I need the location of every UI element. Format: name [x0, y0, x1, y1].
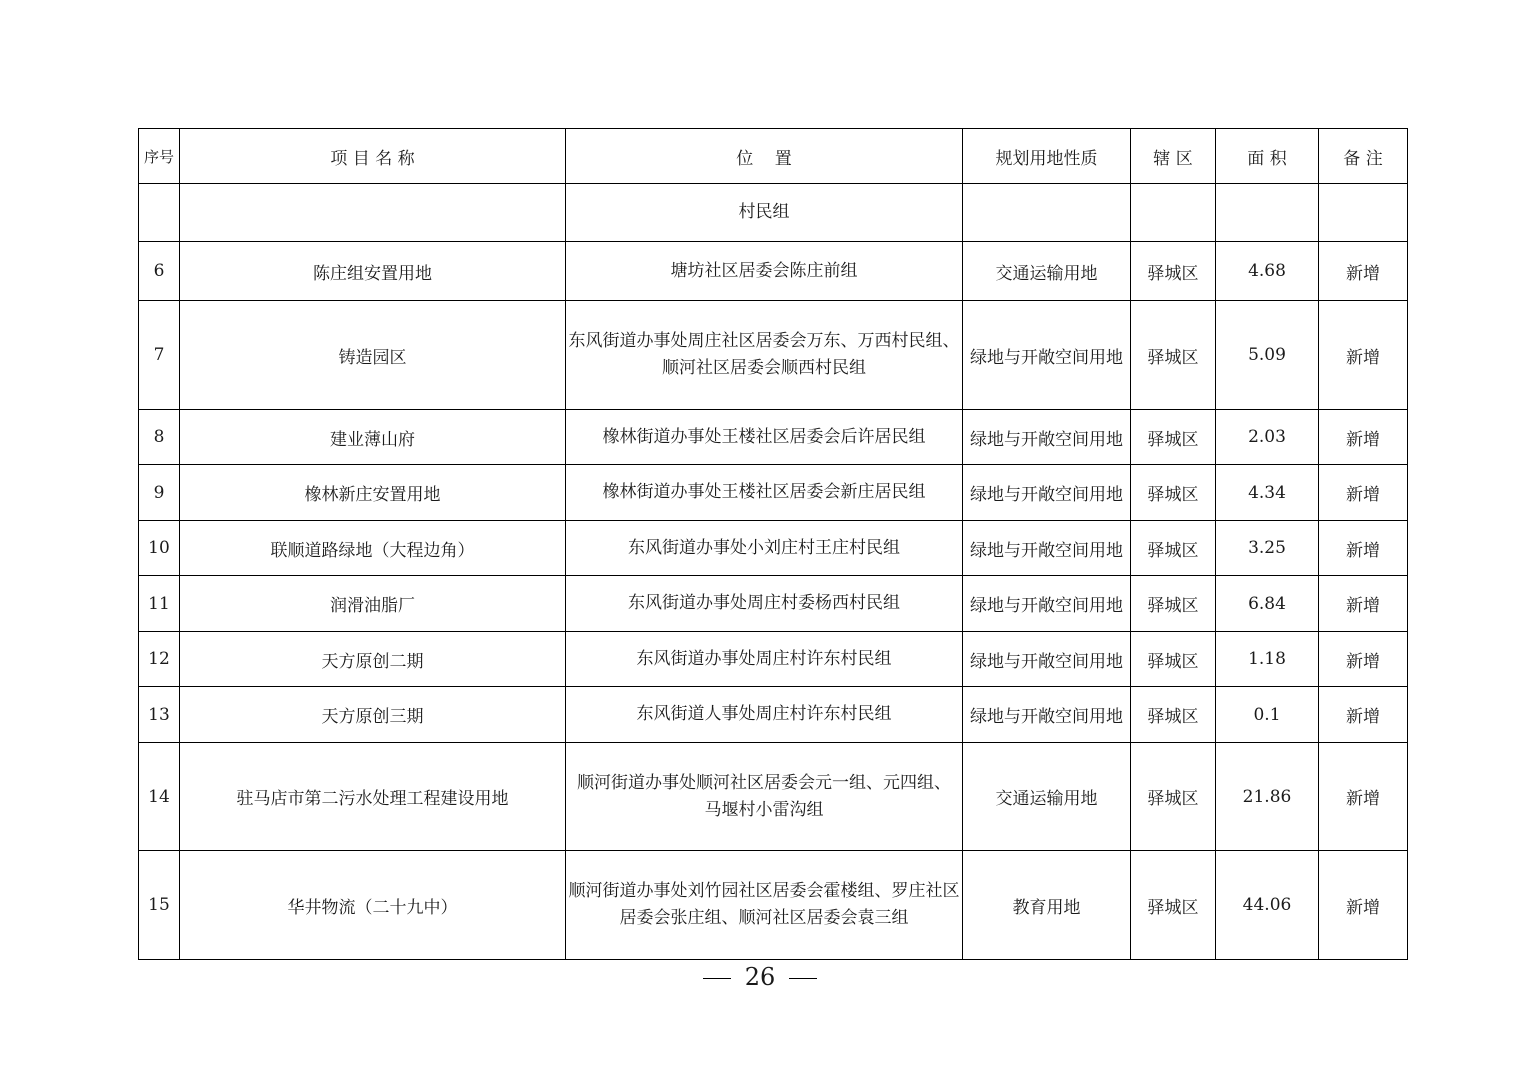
cell-location [566, 521, 963, 576]
cell-name: 联顺道路绿地（大程边角） [180, 521, 566, 576]
cell-name: 橡林新庄安置用地 [180, 465, 566, 521]
location-line: 顺河社区居委会顺西村民组 [662, 358, 866, 378]
cell-note: 新增 [1319, 632, 1408, 687]
table-row [139, 521, 1408, 576]
cell-district [1131, 184, 1216, 242]
cell-seq: 10 [139, 521, 180, 576]
cell-land-use: 交通运输用地 [963, 242, 1131, 301]
header-land-use: 规划用地性质 [963, 129, 1131, 184]
cell-name: 建业薄山府 [180, 410, 566, 465]
header-note: 备 注 [1319, 129, 1408, 184]
location-line: 村民组 [738, 202, 790, 222]
header-seq: 序号 [139, 129, 180, 184]
table-row [139, 743, 1408, 851]
location-line: 橡林街道办事处王楼社区居委会新庄居民组 [602, 482, 926, 502]
cell-area: 1.18 [1216, 632, 1319, 687]
cell-land-use: 交通运输用地 [963, 743, 1131, 851]
cell-location [566, 687, 963, 743]
cell-land-use: 绿地与开敞空间用地 [963, 632, 1131, 687]
cell-name: 天方原创三期 [180, 687, 566, 743]
location-line: 塘坊社区居委会陈庄前组 [670, 260, 858, 281]
cell-name: 华井物流（二十九中） [180, 851, 566, 960]
cell-land-use: 教育用地 [963, 851, 1131, 960]
cell-note: 新增 [1319, 851, 1408, 960]
cell-area [1216, 184, 1319, 242]
header-location: 位 置 [566, 129, 963, 184]
cell-location [566, 632, 963, 687]
cell-seq: 15 [139, 851, 180, 960]
table-row [139, 301, 1408, 410]
table-header-row [139, 129, 1408, 184]
footer-dash-left [703, 978, 731, 979]
cell-note: 新增 [1319, 576, 1408, 632]
cell-note: 新增 [1319, 687, 1408, 743]
cell-name: 铸造园区 [180, 301, 566, 410]
cell-land-use: 绿地与开敞空间用地 [963, 465, 1131, 521]
cell-land-use: 绿地与开敞空间用地 [963, 301, 1131, 410]
table-row [139, 184, 1408, 242]
cell-seq: 11 [139, 576, 180, 632]
cell-note: 新增 [1319, 242, 1408, 301]
cell-note: 新增 [1319, 521, 1408, 576]
cell-name: 天方原创二期 [180, 632, 566, 687]
table-row [139, 851, 1408, 960]
cell-note: 新增 [1319, 410, 1408, 465]
cell-name: 陈庄组安置用地 [180, 242, 566, 301]
cell-note: 新增 [1319, 743, 1408, 851]
table-row [139, 242, 1408, 301]
location-line: 顺河街道办事处刘竹园社区居委会霍楼组、罗庄社区 [568, 881, 960, 901]
cell-district: 驿城区 [1131, 632, 1216, 687]
page-number: 26 [744, 963, 776, 991]
cell-district: 驿城区 [1131, 851, 1216, 960]
cell-location [566, 465, 963, 521]
location-line: 东风街道办事处小刘庄村王庄村民组 [628, 537, 900, 558]
cell-area: 4.68 [1216, 242, 1319, 301]
cell-area: 44.06 [1216, 851, 1319, 960]
land-use-table [138, 128, 1408, 960]
cell-district: 驿城区 [1131, 465, 1216, 521]
cell-seq: 7 [139, 301, 180, 410]
cell-location [566, 301, 963, 410]
location-line: 东风街道办事处周庄社区居委会万东、万西村民组、 [568, 331, 960, 351]
table-body [139, 184, 1408, 960]
cell-note: 新增 [1319, 301, 1408, 410]
cell-seq: 14 [139, 743, 180, 851]
cell-district: 驿城区 [1131, 301, 1216, 410]
cell-area: 21.86 [1216, 743, 1319, 851]
cell-note [1319, 184, 1408, 242]
header-name: 项 目 名 称 [180, 129, 566, 184]
cell-name: 润滑油脂厂 [180, 576, 566, 632]
page-footer [0, 963, 1520, 991]
location-line: 居委会张庄组、顺河社区居委会袁三组 [619, 908, 909, 928]
table-row [139, 410, 1408, 465]
cell-district: 驿城区 [1131, 576, 1216, 632]
cell-land-use: 绿地与开敞空间用地 [963, 687, 1131, 743]
cell-land-use: 绿地与开敞空间用地 [963, 410, 1131, 465]
table-row [139, 687, 1408, 743]
cell-name [180, 184, 566, 242]
table-row [139, 465, 1408, 521]
cell-district: 驿城区 [1131, 410, 1216, 465]
cell-location [566, 851, 963, 960]
cell-seq: 8 [139, 410, 180, 465]
cell-location [566, 743, 963, 851]
cell-location [566, 410, 963, 465]
cell-district: 驿城区 [1131, 521, 1216, 576]
cell-seq: 9 [139, 465, 180, 521]
location-line: 顺河街道办事处顺河社区居委会元一组、元四组、 [577, 772, 951, 793]
cell-location [566, 242, 963, 301]
cell-area: 3.25 [1216, 521, 1319, 576]
cell-seq: 6 [139, 242, 180, 301]
header-area: 面 积 [1216, 129, 1319, 184]
cell-land-use: 绿地与开敞空间用地 [963, 576, 1131, 632]
location-line: 橡林街道办事处王楼社区居委会后许居民组 [602, 426, 926, 447]
cell-district: 驿城区 [1131, 687, 1216, 743]
table-row [139, 632, 1408, 687]
cell-land-use: 绿地与开敞空间用地 [963, 521, 1131, 576]
cell-seq: 12 [139, 632, 180, 687]
cell-location [566, 184, 963, 242]
cell-seq: 13 [139, 687, 180, 743]
location-line: 马堰村小雷沟组 [704, 799, 824, 820]
footer-dash-right [789, 978, 817, 979]
cell-land-use [963, 184, 1131, 242]
location-line: 东风街道办事处周庄村许东村民组 [636, 648, 892, 669]
cell-area: 0.1 [1216, 687, 1319, 743]
cell-area: 4.34 [1216, 465, 1319, 521]
location-line: 东风街道办事处周庄村委杨西村民组 [628, 593, 900, 613]
cell-area: 2.03 [1216, 410, 1319, 465]
cell-area: 6.84 [1216, 576, 1319, 632]
cell-name: 驻马店市第二污水处理工程建设用地 [180, 743, 566, 851]
cell-seq [139, 184, 180, 242]
location-line: 东风街道人事处周庄村许东村民组 [636, 704, 892, 724]
cell-district: 驿城区 [1131, 242, 1216, 301]
cell-area: 5.09 [1216, 301, 1319, 410]
cell-district: 驿城区 [1131, 743, 1216, 851]
cell-location [566, 576, 963, 632]
header-district: 辖 区 [1131, 129, 1216, 184]
cell-note: 新增 [1319, 465, 1408, 521]
table-row [139, 576, 1408, 632]
